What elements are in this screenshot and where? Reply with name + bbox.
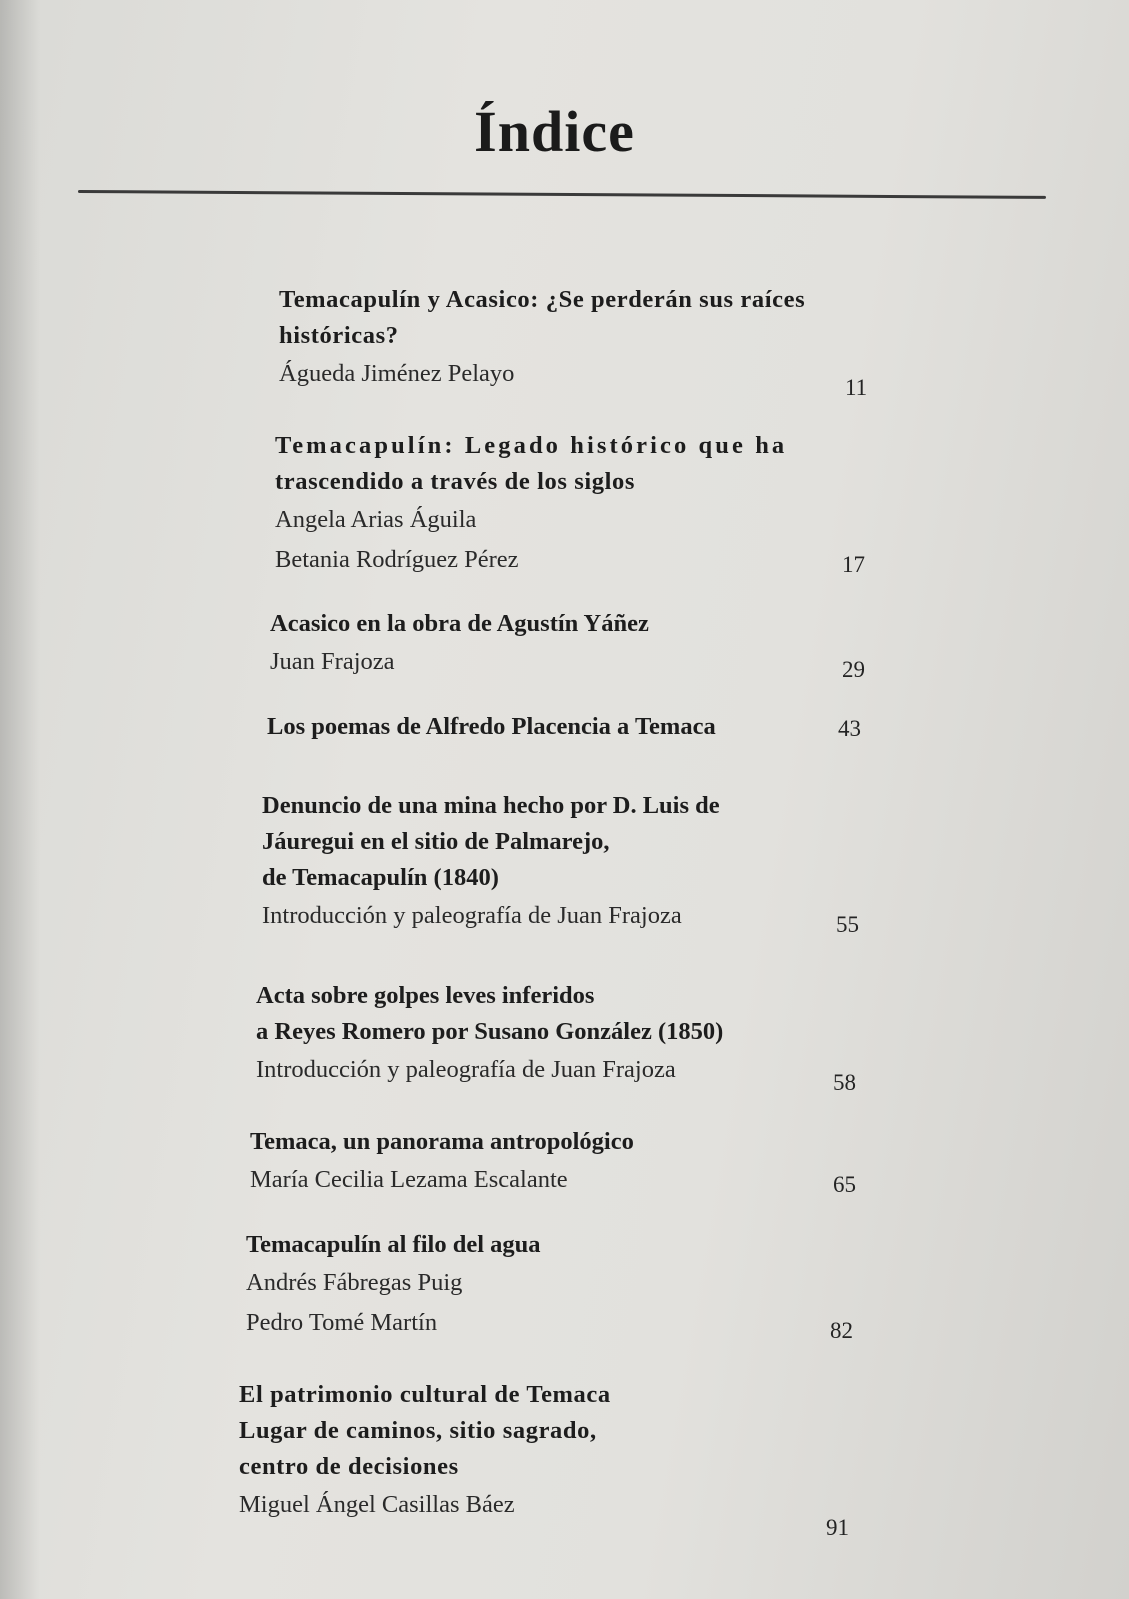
entry-author: Angela Arias Águila — [275, 506, 477, 533]
entry-author: Introducción y paleografía de Juan Frajoza — [256, 1056, 676, 1083]
toc-entry — [262, 788, 862, 936]
entry-title — [270, 606, 870, 642]
entry-title — [239, 1377, 839, 1485]
entry-title-line: de Temacapulín (1840) — [262, 864, 499, 891]
entry-title — [262, 788, 862, 896]
entry-title-line: Temaca, un panorama antropológico — [250, 1128, 634, 1155]
entry-title — [256, 978, 856, 1050]
entry-author: Andrés Fábregas Puig — [246, 1269, 463, 1296]
entry-author: Juan Frajoza — [270, 648, 395, 675]
entry-title — [250, 1124, 850, 1160]
entry-title-line: a Reyes Romero por Susano González (1850) — [256, 1018, 724, 1045]
entry-author: Betania Rodríguez Pérez — [275, 546, 519, 573]
entry-title — [279, 282, 879, 354]
entry-title-line: Acta sobre golpes leves inferidos — [256, 982, 595, 1009]
entry-title-line: Lugar de caminos, sitio sagrado, — [239, 1417, 597, 1444]
entry-page-number: 91 — [826, 1515, 849, 1540]
entry-title-line: El patrimonio cultural de Temaca — [239, 1381, 611, 1408]
entry-page-number: 55 — [836, 912, 859, 937]
entry-title-line: Temacapulín y Acasico: ¿Se perderán sus raíces — [279, 286, 806, 313]
entry-page-number: 29 — [842, 657, 865, 682]
page-title: Índice — [474, 99, 635, 164]
entry-title-line: Acasico en la obra de Agustín Yáñez — [270, 610, 649, 637]
entry-title-line: Los poemas de Alfredo Placencia a Temaca — [267, 713, 716, 740]
entry-title-line: Temacapulín al filo del agua — [246, 1231, 541, 1258]
toc-entry — [246, 1227, 846, 1343]
entry-page-number: 11 — [845, 375, 868, 400]
entry-title-line: Jáuregui en el sitio de Palmarejo, — [262, 828, 610, 855]
entry-title-line: centro de decisiones — [239, 1453, 459, 1480]
toc-entry — [270, 606, 870, 682]
entry-title-line: trascendido a través de los siglos — [275, 468, 635, 495]
entry-author: Pedro Tomé Martín — [246, 1309, 438, 1336]
entry-title-line: históricas? — [279, 322, 399, 349]
toc-entry — [275, 428, 875, 580]
toc-entry — [250, 1124, 850, 1200]
entry-title — [246, 1227, 846, 1263]
entry-title — [275, 428, 875, 500]
toc-entry — [239, 1377, 839, 1525]
toc-entry — [267, 709, 867, 745]
entry-title — [267, 709, 867, 745]
entry-page-number: 65 — [833, 1172, 856, 1197]
entry-author: Introducción y paleografía de Juan Frajoza — [262, 902, 682, 929]
entry-page-number: 58 — [833, 1070, 856, 1095]
entry-author: Águeda Jiménez Pelayo — [279, 360, 515, 387]
entry-title-line: Denuncio de una mina hecho por D. Luis de — [262, 792, 720, 819]
entry-author: Miguel Ángel Casillas Báez — [239, 1491, 515, 1518]
toc-entry — [279, 282, 879, 394]
toc-entry — [256, 978, 856, 1090]
entry-author: María Cecilia Lezama Escalante — [250, 1166, 568, 1193]
entry-title-line: Temacapulín: Legado histórico que ha — [275, 432, 788, 459]
entry-page-number: 82 — [830, 1318, 853, 1343]
entry-page-number: 17 — [842, 552, 865, 577]
entry-page-number: 43 — [838, 716, 861, 741]
